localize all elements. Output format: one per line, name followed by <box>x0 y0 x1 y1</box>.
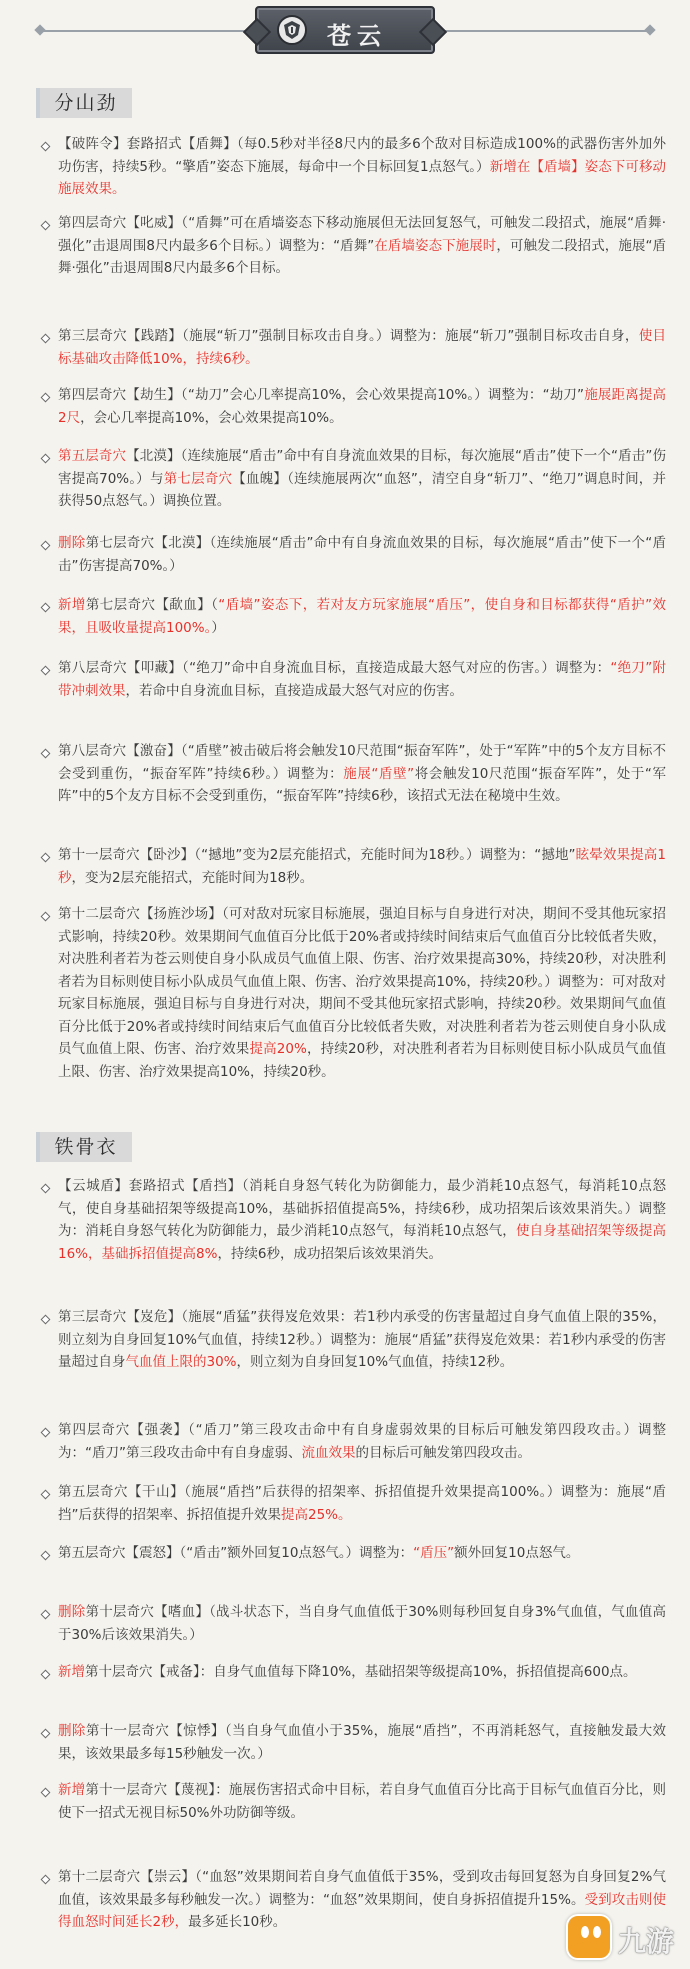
change-text <box>58 1720 666 1765</box>
text-segment: 【血魄】（连续施展两次“血怒”，清空自身“斩刀”、“绝刀”调息时间，并获得50点怒气。）调换位置。 <box>58 470 667 509</box>
text-segment: ，持续6秒，成功招架后该效果消失。 <box>217 1245 443 1262</box>
text-segment: ） <box>211 619 225 636</box>
highlighted-change: 第五层奇穴 <box>58 448 127 464</box>
bullet-diamond-icon <box>41 1490 51 1500</box>
bullet-diamond-icon <box>41 1670 51 1680</box>
text-segment: 第七层奇穴【北漠】（连续施展“盾击”命中有自身流血效果的目标，每次施展“盾击”使下一个“盾击”伤害提高70%。） <box>58 535 667 574</box>
section-label: 铁骨衣 <box>36 1132 132 1162</box>
text-segment: 第五层奇穴【震怒】（“盾击”额外回复10点怒气。）调整为： <box>58 1545 414 1561</box>
highlighted-change: 施展距离提高2尺 <box>58 387 667 426</box>
highlighted-change: 使目标基础攻击降低10%，持续6秒。 <box>58 328 667 367</box>
text-segment: 第四层奇穴【强袭】（“盾刀”第三段攻击命中有自身虚弱效果的目标后可触发第四段攻击。）调整为：“盾刀”第三段攻击命中有自身虚弱、 <box>58 1422 666 1461</box>
highlighted-change: 提高25%。 <box>281 1506 352 1523</box>
change-text <box>58 325 666 370</box>
text-segment: ，持续20秒，对决胜利者若为目标则使目标小队成员气血值上限、伤害、治疗效果提高10%，持续20秒。 <box>58 1041 666 1080</box>
text-segment: 第七层奇穴【歃血】（ <box>85 597 219 613</box>
text-segment: 第十一层奇穴【卧沙】（“撼地”变为2层充能招式，充能时间为18秒。）调整为：“撼地” <box>58 847 576 863</box>
text-segment: 第十二层奇穴【扬旌沙场】（可对敌对玩家目标施展，强迫目标与自身进行对决，期间不受其他玩家招式影响，持续20秒。效果期间气血值百分比低于20%者或持续时间结束后气血值百分比较低者失败，对决胜利者若为苍云则使自身小队成员气血值上限、伤害、治疗效果提高30%，持续20秒，对决胜利者若为目标则使目标小队成员气血值上限、伤害、治疗效果提高10%，持续20秒。）调整为：可对敌对玩家目标施展，强迫目标与自身进行对决，期间不受其他玩家招式影响，持续20秒。效果期间气血值百分比低于20%者或持续时间结束后气血值百分比较低者失败，对决胜利者若为苍云则使自身小队成员气血值上限、伤害、治疗效果 <box>58 906 666 1057</box>
bullet-diamond-icon <box>41 221 51 231</box>
text-segment: 第十层奇穴【戒备】：自身气血值每下降10%，基础招架等级提高10%，拆招值提高600点。 <box>85 1664 637 1680</box>
text-segment: 第八层奇穴【激奋】（“盾壁”被击破后将会触发10尺范围“振奋军阵”，处于“军阵”中的5个友方目标不会受到重伤，“振奋军阵”持续6秒。）调整为： <box>58 743 666 782</box>
text-segment: 第四层奇穴【劫生】（“劫刀”会心几率提高10%，会心效果提高10%。）调整为：“劫刀” <box>58 387 585 403</box>
bullet-diamond-icon <box>41 393 51 403</box>
highlighted-change: 新增 <box>58 597 86 613</box>
bullet-diamond-icon <box>41 853 51 863</box>
header-banner <box>0 0 690 62</box>
change-item <box>36 903 666 1083</box>
bullet-diamond-icon <box>41 1729 51 1739</box>
change-text <box>58 1661 666 1684</box>
text-segment: 第十层奇穴【嗜血】（战斗状态下，当自身气血值低于30%则每秒回复自身3%气血值，气血值高于30%后该效果消失。） <box>58 1604 667 1643</box>
change-text <box>58 445 666 513</box>
highlighted-change: 删除 <box>58 535 86 551</box>
bullet-diamond-icon <box>41 666 51 676</box>
text-segment: 第四层奇穴【叱威】（“盾舞”可在盾墙姿态下移动施展但无法回复怒气，可触发二段招式，施展“盾舞·强化”击退周围8尺内最多6个目标。）调整为：“盾舞” <box>58 215 666 254</box>
bullet-diamond-icon <box>41 1184 51 1194</box>
text-segment: 将会触发10尺范围“振奋军阵”，处于“军阵”中的5个友方目标不会受到重伤，“振奋军阵”持续6秒，该招式无法在秘境中生效。 <box>58 765 666 804</box>
change-item <box>36 844 666 889</box>
change-item <box>36 1661 666 1684</box>
bullet-diamond-icon <box>41 912 51 922</box>
bullet-diamond-icon <box>41 454 51 464</box>
highlighted-change: 受到攻击则使得血怒时间延长2秒， <box>58 1891 667 1930</box>
change-text <box>58 532 666 577</box>
bullet-diamond-icon <box>41 1610 51 1620</box>
watermark-text: 九游 <box>618 1925 675 1958</box>
change-text <box>58 1542 666 1565</box>
bullet-diamond-icon <box>41 334 51 344</box>
change-item <box>36 594 666 639</box>
highlighted-change: 删除 <box>58 1723 86 1739</box>
highlighted-change: “绝刀”附带冲刺效果 <box>58 660 666 699</box>
change-text <box>58 594 666 639</box>
highlighted-change: 删除 <box>58 1604 86 1620</box>
text-segment: ，可触发二段招式，施展“盾舞·强化”击退周围8尺内最多6个目标。 <box>58 237 666 276</box>
text-segment: 第五层奇穴【干山】（施展“盾挡”后获得的招架率、拆招值提升效果提高100%。）调整为：施展“盾挡”后获得的招架率、拆招值提升效果 <box>58 1484 666 1523</box>
jiuyou-logo-icon <box>566 1914 612 1960</box>
change-item <box>36 1601 666 1646</box>
change-item <box>36 740 666 808</box>
bullet-diamond-icon <box>41 1315 51 1325</box>
text-segment: 第十二层奇穴【崇云】（“血怒”效果期间若自身气血值低于35%，受到攻击每回复怒为自身回复2%气血值，该效果最多每秒触发一次。）调整为：“血怒”效果期间，使自身拆招值提升15%。 <box>58 1869 666 1908</box>
text-segment: 【北漠】（连续施展“盾击”命中有自身流血效果的目标，每次施展“盾击”使下一个“盾击”伤害提高70%。）与 <box>58 448 667 487</box>
bullet-diamond-icon <box>41 1428 51 1438</box>
change-item <box>36 1419 666 1464</box>
change-text <box>58 1419 666 1464</box>
change-text <box>58 384 666 429</box>
change-item <box>36 384 666 429</box>
change-item <box>36 657 666 702</box>
highlighted-change: “盾墙”姿态下，若对友方玩家施展“盾压”，使自身和目标都获得“盾护”效果，且吸收量提高100%。 <box>58 597 667 636</box>
change-item <box>36 212 666 280</box>
highlighted-change: 气血值上限的30% <box>125 1354 237 1370</box>
text-segment: 第三层奇穴【岌危】（施展“盾猛”获得岌危效果：若1秒内承受的伤害量超过自身气血值上限的35%，则立刻为自身回复10%气血值，持续12秒。）调整为：施展“盾猛”获得岌危效果：若1秒内承受的伤害量超过自身 <box>58 1309 666 1370</box>
text-segment: 【云城盾】套路招式【盾挡】（消耗自身怒气转化为防御能力，最少消耗10点怒气，每消耗10点怒气，使自身基础招架等级提高10%，基础拆招值提高5%，持续6秒，成功招架后该效果消失。）调整为：消耗自身怒气转化为防御能力，最少消耗10点怒气，每消耗10点怒气， <box>58 1178 666 1239</box>
change-item <box>36 1542 666 1565</box>
highlighted-change: 施展“盾壁” <box>343 765 415 782</box>
highlighted-change: 第七层奇穴 <box>163 470 233 487</box>
change-item <box>36 1175 666 1265</box>
change-item <box>36 1306 666 1374</box>
bullet-diamond-icon <box>41 142 51 152</box>
change-item <box>36 1720 666 1765</box>
header-divider-left <box>40 30 250 32</box>
change-text <box>58 740 666 808</box>
change-text <box>58 1601 666 1646</box>
change-item <box>36 133 666 201</box>
change-text <box>58 1175 666 1265</box>
highlighted-change: 使自身基础招架等级提高16%，基础拆招值提高8% <box>58 1223 666 1262</box>
change-item <box>36 532 666 577</box>
text-segment: 的目标后可触发第四段攻击。 <box>355 1444 531 1461</box>
highlighted-change: 新增在【盾墙】姿态下可移动施展效果。 <box>58 158 667 197</box>
highlighted-change: 新增 <box>58 1782 86 1798</box>
change-text <box>58 1306 666 1374</box>
change-text <box>58 1779 666 1824</box>
text-segment: 【破阵令】套路招式【盾舞】（每0.5秒对半径8尺内的最多6个敌对目标造成100%的武器伤害外加外功伤害，持续5秒。“擎盾”姿态下施展，每命中一个目标回复1点怒气。） <box>58 136 666 175</box>
change-text <box>58 657 666 702</box>
text-segment: 第三层奇穴【践踏】（施展“斩刀”强制目标攻击自身。）调整为：施展“斩刀”强制目标攻击自身， <box>58 328 639 344</box>
site-watermark <box>560 1910 690 1966</box>
change-text <box>58 212 666 280</box>
change-item <box>36 445 666 513</box>
bullet-diamond-icon <box>41 1551 51 1561</box>
text-segment: ，会心几率提高10%，会心效果提高10%。 <box>80 409 343 426</box>
header-divider-right <box>440 30 650 32</box>
text-segment: 第十一层奇穴【惊悸】（当自身气血值小于35%，施展“盾挡”，不再消耗怒气，直接触发最大效果，该效果最多每15秒触发一次。） <box>58 1723 667 1762</box>
text-segment: ，则立刻为自身回复10%气血值，持续12秒。 <box>236 1354 514 1370</box>
shield-crest-icon <box>277 15 307 45</box>
highlighted-change: 在盾墙姿态下施展时 <box>374 237 497 254</box>
bullet-diamond-icon <box>41 1875 51 1885</box>
page-title: 苍云 <box>327 22 387 50</box>
change-item <box>36 1481 666 1526</box>
highlighted-change: 流血效果 <box>301 1444 356 1461</box>
highlighted-change: 新增 <box>58 1664 85 1680</box>
bullet-diamond-icon <box>41 541 51 551</box>
text-segment: 第八层奇穴【叩藏】（“绝刀”命中自身流血目标，直接造成最大怒气对应的伤害。）调整为： <box>58 660 611 676</box>
change-text <box>58 903 666 1083</box>
change-item <box>36 325 666 370</box>
change-text <box>58 1481 666 1526</box>
change-item <box>36 1779 666 1824</box>
change-text <box>58 133 666 201</box>
section-label: 分山劲 <box>36 88 132 118</box>
bullet-diamond-icon <box>41 603 51 613</box>
bullet-diamond-icon <box>41 1788 51 1798</box>
text-segment: 额外回复10点怒气。 <box>454 1545 580 1561</box>
highlighted-change: 眩晕效果提高1秒 <box>58 847 666 886</box>
text-segment: 第十一层奇穴【蔑视】：施展伤害招式命中目标，若自身气血值百分比高于目标气血值百分比，则使下一招式无视目标50%外功防御等级。 <box>58 1782 667 1821</box>
highlighted-change: 提高20% <box>249 1041 307 1057</box>
text-segment: ，变为2层充能招式，充能时间为18秒。 <box>71 869 314 886</box>
title-plate <box>255 6 435 54</box>
bullet-diamond-icon <box>41 749 51 759</box>
text-segment: 最多延长10秒。 <box>188 1914 287 1930</box>
text-segment: ，若命中自身流血目标，直接造成最大怒气对应的伤害。 <box>125 682 463 699</box>
change-text <box>58 844 666 889</box>
highlighted-change: “盾压” <box>413 1545 455 1561</box>
